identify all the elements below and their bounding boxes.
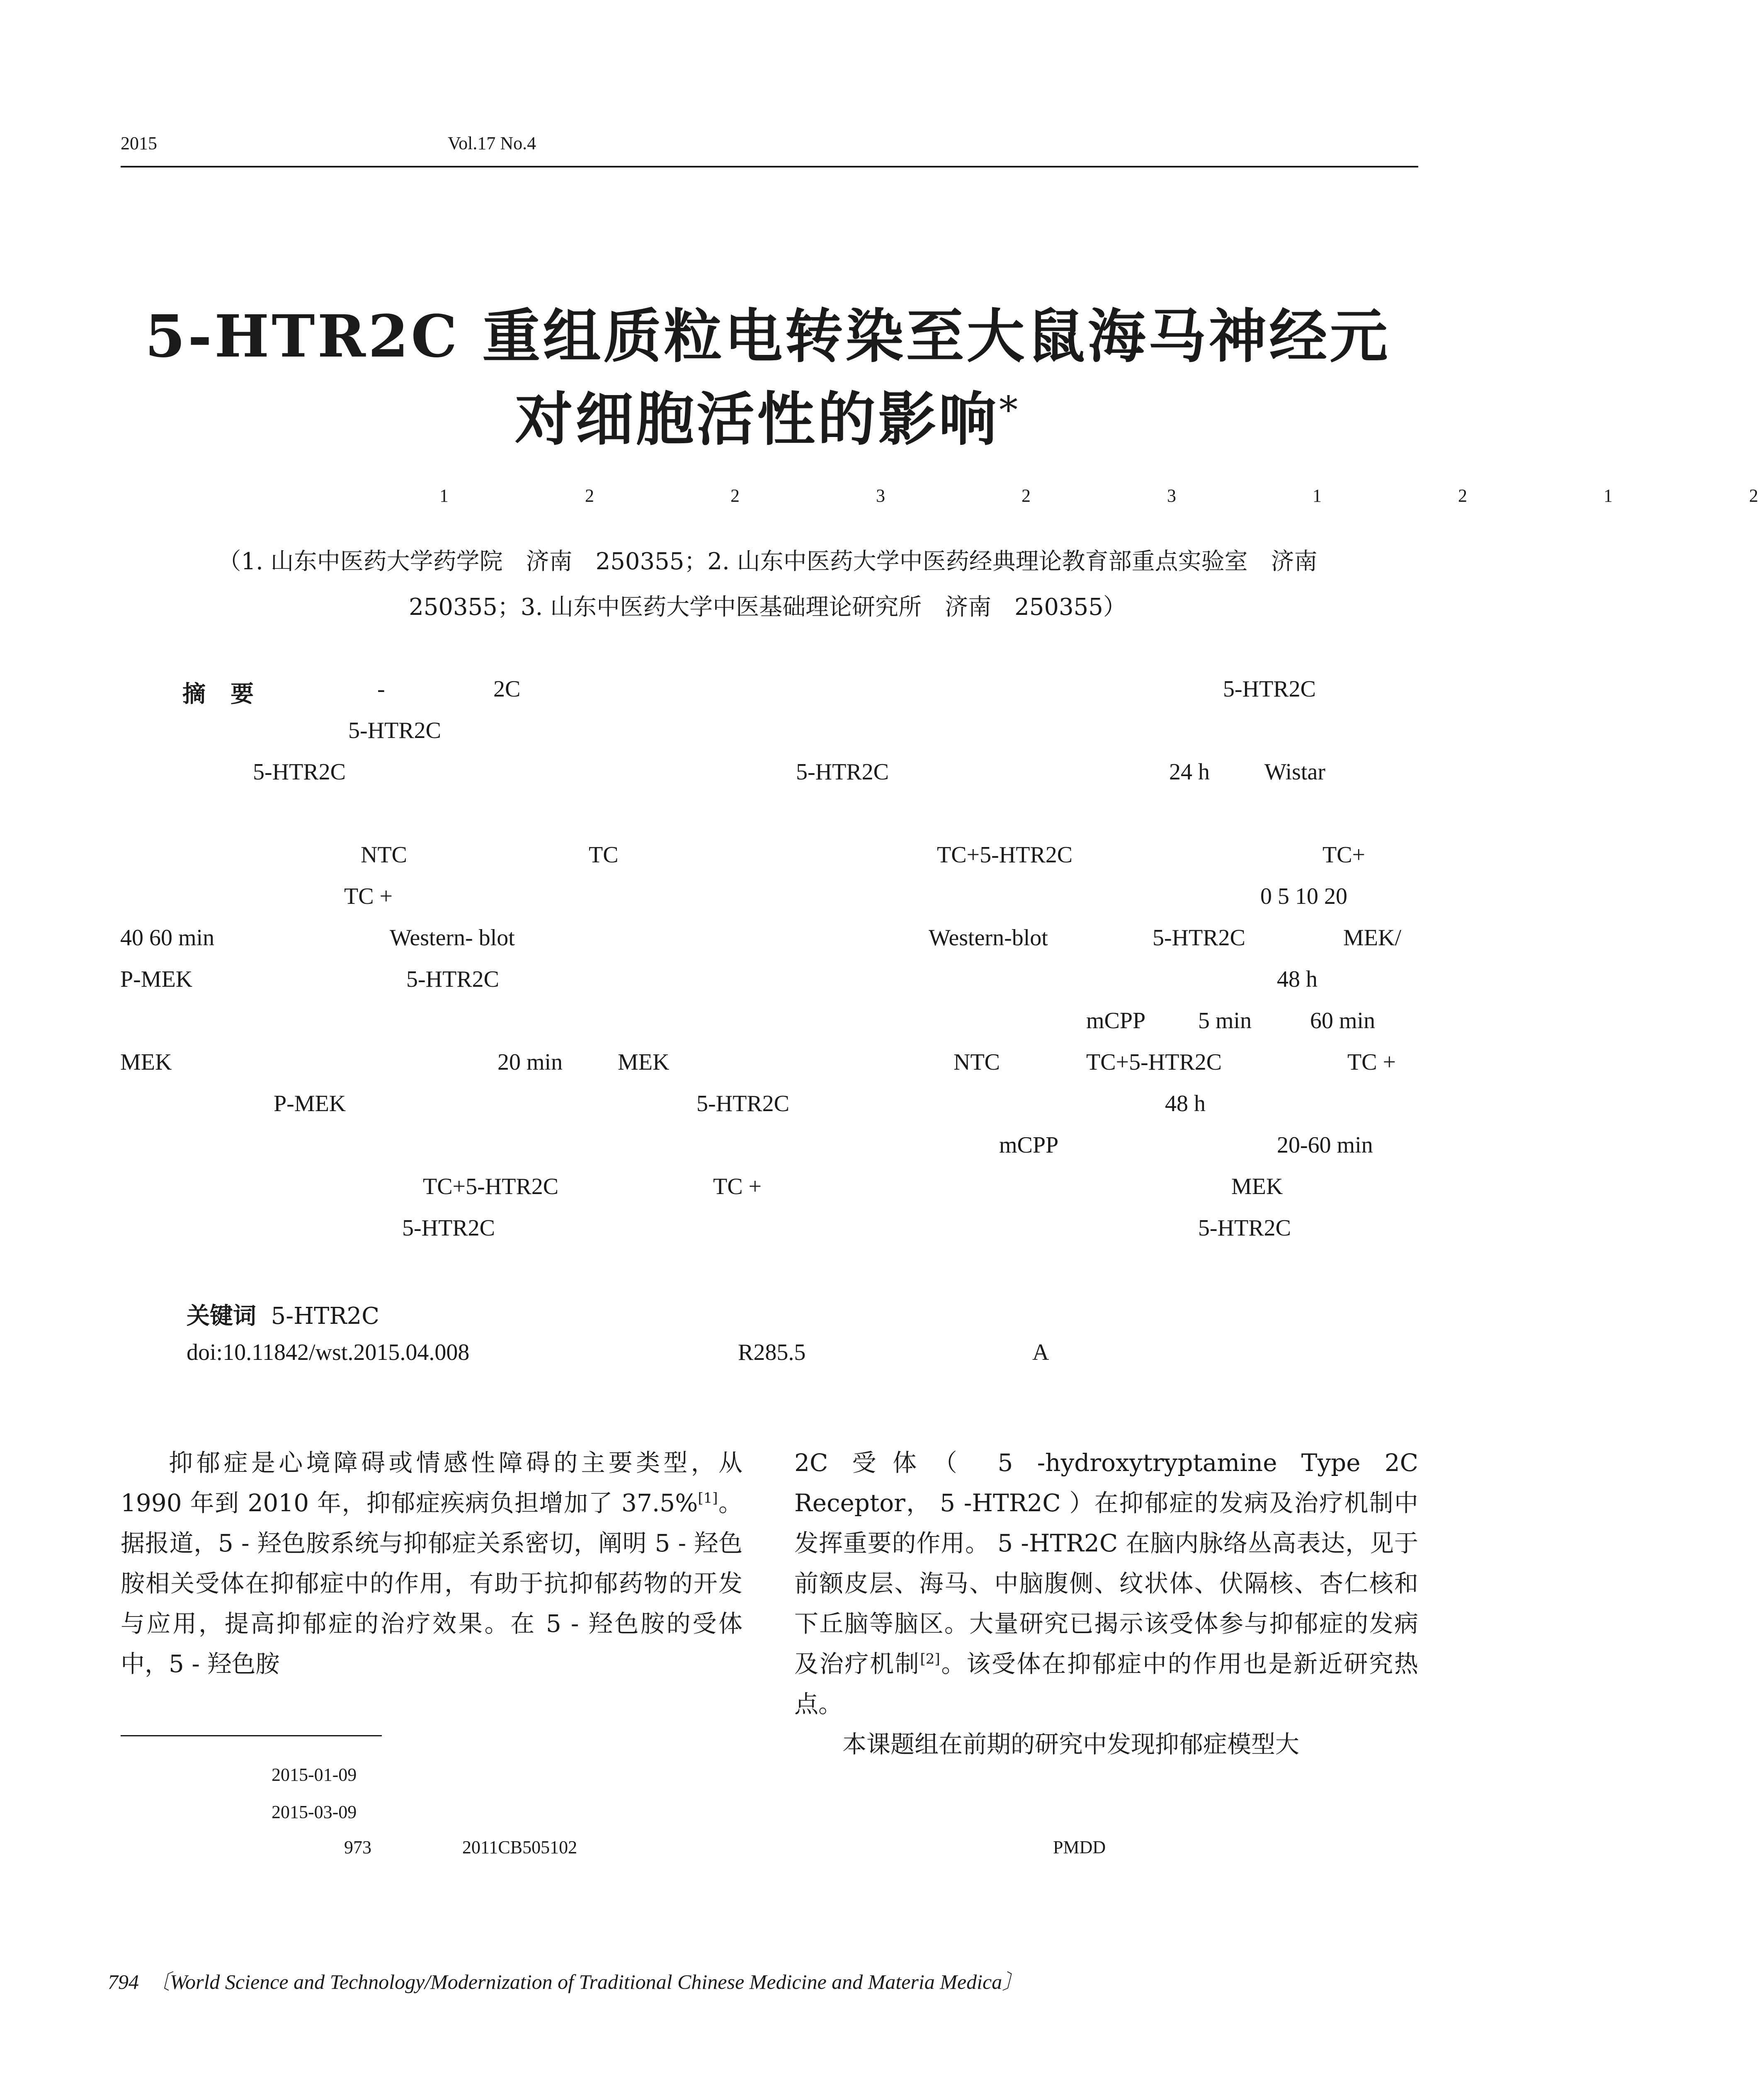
abstract-token: 20-60 min [1277,1132,1373,1158]
abstract-token: 5-HTR2C [1223,676,1316,702]
abstract-token: 40 60 min [120,925,215,951]
abstract-token: 5-HTR2C [1153,925,1245,951]
doi-value: doi:10.11842/wst.2015.04.008 [187,1340,470,1365]
header-year: 2015 [121,133,157,153]
affiliation-line-1: （1. 山东中医药大学药学院 济南 250355；2. 山东中医药大学中医药经典理论教育部重点实验室 济南 [218,548,1318,575]
journal-name: 〔World Science and Technology/Modernization of Traditional Chinese Medicine and Materia Medica〕 [149,1970,1023,1993]
abstract-token: MEK [1231,1174,1283,1199]
body-text: 。该受体在抑郁症中的作用也是新近研究热点。 [794,1650,1418,1718]
abstract-token: MEK [618,1049,670,1075]
footnote-received: 2015-01-09 [272,1765,357,1785]
author-sup-3: 2 3 [1022,485,1182,506]
keywords-value: 5-HTR2C [271,1303,379,1330]
page-number: 794 [108,1970,139,1993]
abstract-line-1 [120,676,1418,713]
abstract-token: P-MEK [274,1091,346,1117]
abstract-line-7 [120,925,1418,962]
citation-ref[interactable]: [1] [698,1490,718,1507]
abstract-token: TC [589,842,619,868]
abstract-token: Wistar [1264,759,1326,785]
abstract-token: MEK/ [1343,925,1401,951]
footnote-rule [121,1735,382,1736]
abstract-line-13 [120,1173,1418,1211]
abstract-token: TC+5-HTR2C [1086,1049,1222,1075]
abstract-line-2 [120,717,1418,755]
abstract-token: 0 5 10 20 [1260,884,1347,909]
abstract-token: mCPP [999,1132,1059,1158]
footnote-fund-973: 973 [344,1837,371,1857]
abstract-token: 2C [493,676,521,702]
abstract-token: TC+5-HTR2C [423,1174,559,1199]
abstract-token: 48 h [1277,966,1318,992]
keywords-label: 关键词 [187,1303,256,1330]
header-volume: Vol.17 No.4 [448,133,536,153]
abstract-token: mCPP [1086,1008,1146,1034]
author-sup-5: 1 2 [1604,485,1764,506]
abstract-token: 5-HTR2C [253,759,346,785]
keywords-line [187,1298,379,1331]
body-text: 2C 受体（ 5 -hydroxytryptamine Type 2C Receptor， 5 -HTR2C ）在抑郁症的发病及治疗机制中发挥重要的作用。 5 -HTR2C 在脑内脉络丛高表达，见于前额皮层、海马、中脑腹侧、纹状体、伏隔核、杏仁核和下丘脑等脑区。大量研究已揭示该受体参与抑郁症的发病及治疗机制 [794,1449,1418,1678]
abstract-line-11 [120,1090,1418,1128]
abstract-token: Western- blot [390,925,515,951]
abstract-token: 5-HTR2C [348,718,441,743]
author-sup-4: 1 2 [1313,485,1473,506]
abstract-token: 24 h [1169,759,1210,785]
abstract-token: 5-HTR2C [696,1091,789,1117]
abstract-token: - [377,676,385,702]
affiliation-line-2: 250355；3. 山东中医药大学中医基础理论研究所 济南 250355） [409,594,1126,621]
doi-line [187,1339,1306,1372]
abstract-token: TC + [344,884,393,909]
abstract-token: TC + [1347,1049,1396,1075]
abstract-line-3 [120,759,1418,796]
title-line-1: 5-HTR2C 重组质粒电转染至大鼠海马神经元 [145,303,1390,371]
author-sup-2: 2 3 [730,485,891,506]
author-superscripts [439,485,1764,506]
author-sup-1: 1 2 [439,485,600,506]
abstract-token: TC+ [1322,842,1366,868]
body-left-column [121,1443,742,1684]
abstract-token: 5-HTR2C [1198,1215,1291,1241]
abstract-token: 5 min [1198,1008,1252,1034]
footnote-fund-grant: 2011CB505102 [462,1837,577,1857]
abstract-token: NTC [954,1049,1000,1075]
abstract-token: TC + [713,1174,762,1199]
body-paragraph [121,1443,742,1684]
page-footer [108,1965,1023,1995]
title-footnote-mark: * [999,388,1020,432]
class-code: R285.5 [738,1340,806,1365]
abstract-line-9 [120,1007,1418,1045]
body-text: 抑郁症是心境障碍或情感性障碍的主要类型，从 1990 年到 2010 年，抑郁症疾病负担增加了 37.5% [121,1449,742,1517]
abstract-token: MEK [120,1049,172,1075]
abstract-token: P-MEK [120,966,193,992]
abstract-token: 5-HTR2C [402,1215,495,1241]
abstract-token: 20 min [497,1049,563,1075]
abstract-token: Western-blot [929,925,1048,951]
body-paragraph: 本课题组在前期的研究中发现抑郁症模型大 [842,1730,1300,1758]
abstract-line-8 [120,966,1418,1003]
citation-ref[interactable]: [2] [920,1651,940,1668]
doc-code: A [1032,1340,1049,1365]
abstract-line-5 [120,842,1418,879]
footnote-fund-pmdd: PMDD [1053,1837,1106,1857]
abstract-token: 5-HTR2C [796,759,889,785]
abstract-line-12 [120,1132,1418,1169]
abstract-token: 48 h [1165,1091,1206,1117]
abstract-line-14 [120,1215,1418,1252]
abstract-label: 摘要 [182,680,279,708]
abstract-token: NTC [361,842,407,868]
title-line-2-text: 对细胞活性的影响 [514,386,999,454]
abstract-token: 60 min [1310,1008,1376,1034]
abstract-token: TC+5-HTR2C [937,842,1073,868]
body-text: 。据报道，5 - 羟色胺系统与抑郁症关系密切，阐明 5 - 羟色胺相关受体在抑郁症中的作用，有助于抗抑郁药物的开发与应用，提高抑郁症的治疗效果。在 5 - 羟色胺的受体中，5 - 羟色胺 [121,1489,742,1678]
abstract-token: 5-HTR2C [406,966,499,992]
footnote-revised: 2015-03-09 [272,1802,357,1822]
abstract-line-6 [120,883,1418,920]
body-paragraph [794,1443,1418,1724]
abstract-line-10 [120,1049,1418,1086]
body-right-column [794,1443,1418,1765]
header-rule [121,166,1418,167]
title-line-2 [0,373,1535,456]
